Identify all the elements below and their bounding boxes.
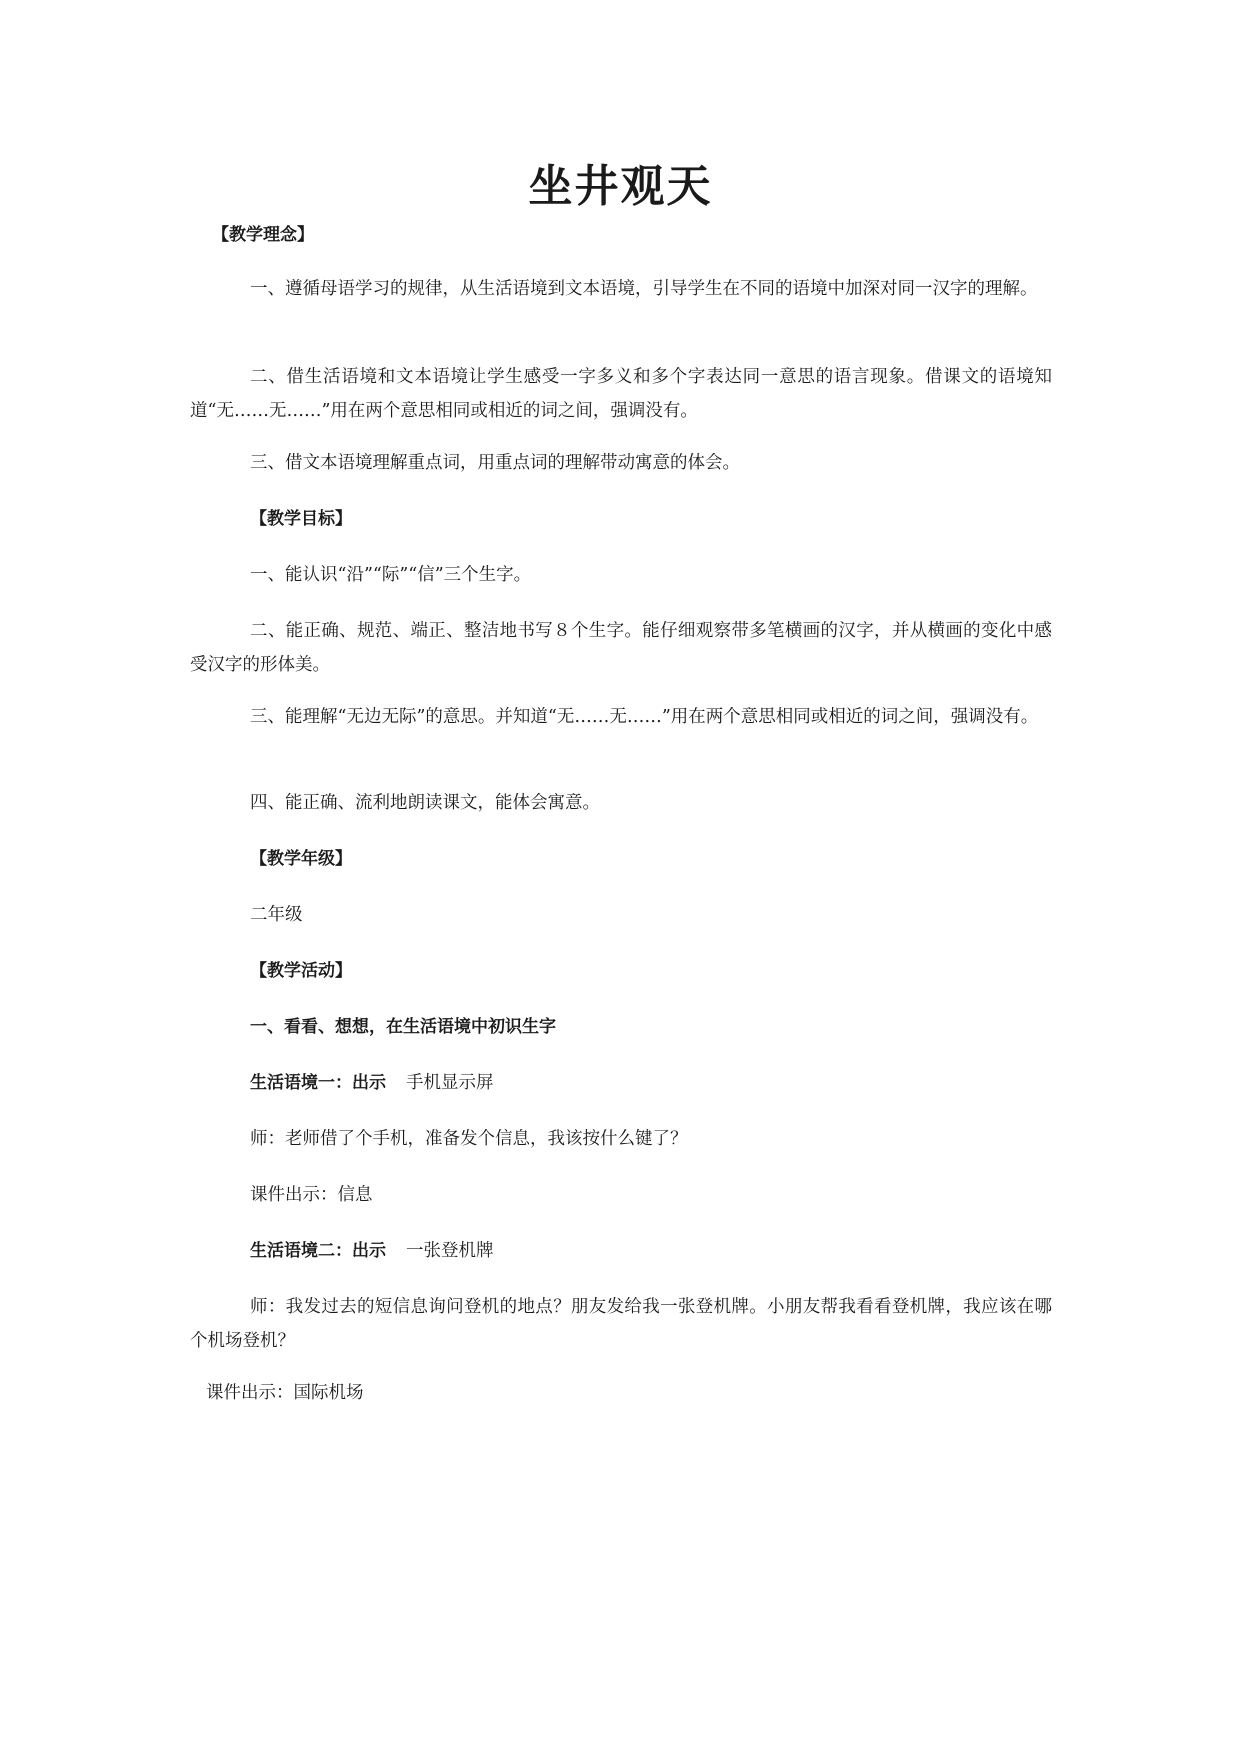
goals-paragraph-4: 四、能正确、流利地朗读课文，能体会寓意。: [250, 793, 600, 813]
goals-paragraph-2: 二、能正确、规范、端正、整洁地书写８个生字。能仔细观察带多笔横画的汉字，并从横画的变化中感受汉字的形体美。: [190, 621, 1052, 675]
teacher-line-2: 师：我发过去的短信息询问登机的地点？朋友发给我一张登机牌。小朋友帮我看看登机牌，我应该在哪个机场登机？: [190, 1297, 1052, 1351]
life-context-2-value: 一张登机牌: [406, 1241, 494, 1261]
concept-paragraph-1: 一、遵循母语学习的规律，从生活语境到文本语境，引导学生在不同的语境中加深对同一汉字的理解。: [250, 279, 1038, 299]
life-context-1-value: 手机显示屏: [406, 1073, 494, 1093]
goals-paragraph-3: 三、能理解“无边无际”的意思。并知道“无……无……”用在两个意思相同或相近的词之间，强调没有。: [250, 707, 1039, 727]
section-heading-goals: 【教学目标】: [250, 509, 352, 529]
courseware-line-2: 课件出示：国际机场: [206, 1383, 364, 1403]
life-context-1: [250, 1066, 494, 1100]
section-heading-grade: 【教学年级】: [250, 849, 352, 869]
activity-step-1: 一、看看、想想，在生活语境中初识生字: [250, 1017, 556, 1037]
section-heading-concept: 【教学理念】: [212, 225, 314, 245]
courseware-line-1: 课件出示：信息: [250, 1185, 373, 1205]
life-context-1-label: 生活语境一：出示: [250, 1073, 386, 1093]
goals-paragraph-1: 一、能认识“沿”“际”“信”三个生字。: [250, 565, 532, 585]
life-context-2-label: 生活语境二：出示: [250, 1241, 386, 1261]
concept-paragraph-3: 三、借文本语境理解重点词，用重点词的理解带动寓意的体会。: [250, 453, 740, 473]
document-title: 坐井观天: [528, 161, 713, 212]
concept-paragraph-2: 二、借生活语境和文本语境让学生感受一字多义和多个字表达同一意思的语言现象。借课文的语境知道“无……无……”用在两个意思相同或相近的词之间，强调没有。: [190, 367, 1052, 421]
section-heading-activities: 【教学活动】: [250, 961, 352, 981]
life-context-2: [250, 1234, 494, 1268]
teacher-line-1: 师：老师借了个手机，准备发个信息，我该按什么键了？: [250, 1129, 688, 1149]
grade-value: 二年级: [250, 905, 303, 925]
